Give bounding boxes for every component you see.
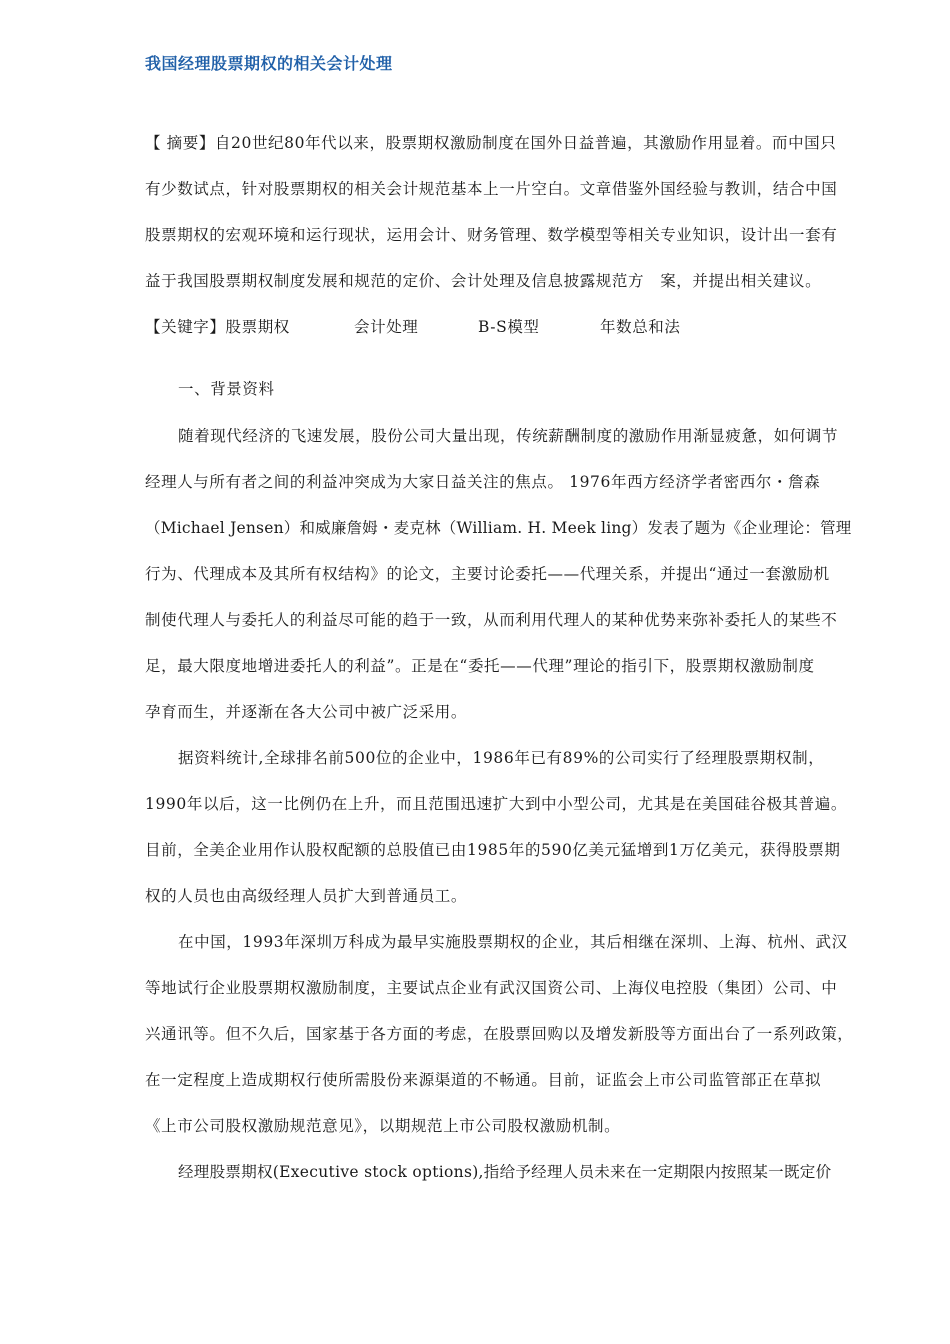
keyword-item: 年数总和法 — [600, 318, 681, 336]
paragraph-line: 1990年以后，这一比例仍在上升，而且范围迅速扩大到中小型公司，尤其是在美国硅谷极其普遍。 — [145, 795, 847, 813]
keyword-item: 会计处理 — [354, 318, 419, 336]
paragraph-line: 据资料统计,全球排名前500位的企业中，1986年已有89%的公司实行了经理股票期权制， — [178, 749, 825, 767]
paragraph-line: 足，最大限度地增进委托人的利益”。正是在“委托——代理”理论的指引下，股票期权激励制度 — [145, 657, 815, 675]
abstract-line-3: 股票期权的宏观环境和运行现状，运用会计、财务管理、数学模型等相关专业知识，设计出一套有 — [145, 226, 838, 244]
paragraph-line: 《上市公司股权激励规范意见》，以期规范上市公司股权激励机制。 — [145, 1117, 621, 1135]
abstract-line-1: 【 摘要】自20世纪80年代以来，股票期权激励制度在国外日益普遍，其激励作用显着。而中国只 — [145, 134, 837, 152]
paragraph-line: 兴通讯等。但不久后，国家基于各方面的考虑，在股票回购以及增发新股等方面出台了一系列政策， — [145, 1025, 854, 1043]
paragraph-line: 目前，全美企业用作认股权配额的总股值已由1985年的590亿美元猛增到1万亿美元，获得股票期 — [145, 841, 841, 859]
document-title: 我国经理股票期权的相关会计处理 — [145, 54, 393, 73]
paragraph-line: 在中国，1993年深圳万科成为最早实施股票期权的企业，其后相继在深圳、上海、杭州、武汉 — [178, 933, 848, 951]
paragraph-line: 行为、代理成本及其所有权结构》的论文，主要讨论委托——代理关系，并提出“通过一套激励机 — [145, 565, 830, 583]
paragraph-line: 经理人与所有者之间的利益冲突成为大家日益关注的焦点。 1976年西方经济学者密西尔・詹森 — [145, 473, 821, 491]
paragraph-line: 等地试行企业股票期权激励制度，主要试点企业有武汉国资公司、上海仪电控股（集团）公司、中 — [145, 979, 838, 997]
paragraph-line: 孕育而生，并逐渐在各大公司中被广泛采用。 — [145, 703, 468, 721]
paragraph-line: 在一定程度上造成期权行使所需股份来源渠道的不畅通。目前，证监会上市公司监管部正在草拟 — [145, 1071, 822, 1089]
abstract-line-2: 有少数试点，针对股票期权的相关会计规范基本上一片空白。文章借鉴外国经验与教训，结合中国 — [145, 180, 838, 198]
paragraph-line: 权的人员也由高级经理人员扩大到普通员工。 — [145, 887, 468, 905]
keyword-item: B-S模型 — [478, 318, 540, 336]
paragraph-line: 制使代理人与委托人的利益尽可能的趋于一致，从而利用代理人的某种优势来弥补委托人的某些不 — [145, 611, 838, 629]
paragraph-line: （Michael Jensen）和威廉詹姆・麦克林（William. H. Meek ling）发表了题为《企业理论：管理 — [145, 519, 852, 537]
abstract-line-4: 益于我国股票期权制度发展和规范的定价、会计处理及信息披露规范方 案，并提出相关建议。 — [145, 272, 822, 290]
paragraph-line: 随着现代经济的飞速发展，股份公司大量出现，传统薪酬制度的激励作用渐显疲惫，如何调节 — [178, 427, 839, 445]
section-heading: 一、背景资料 — [178, 380, 275, 398]
keywords-label: 【关键字】股票期权 — [145, 318, 290, 336]
paragraph-line: 经理股票期权(Executive stock options),指给予经理人员未来在一定期限内按照某一既定价 — [178, 1163, 832, 1181]
